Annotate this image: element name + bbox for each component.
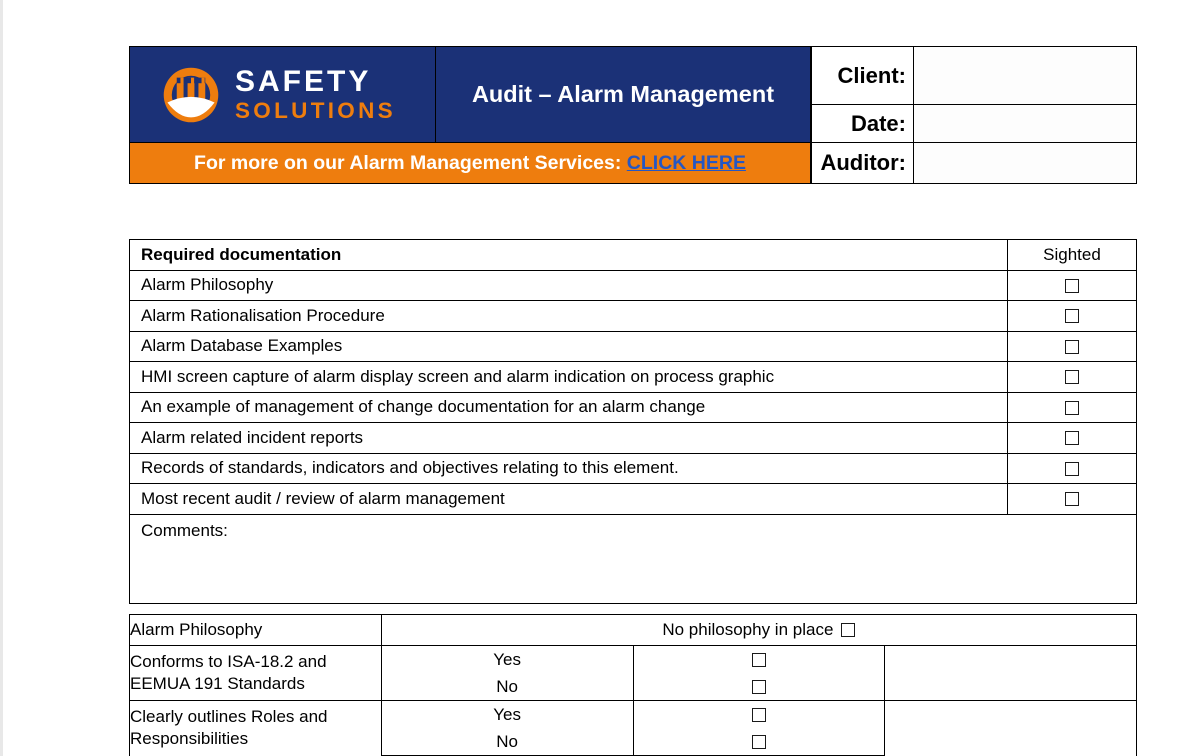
date-label: Date:: [811, 104, 914, 144]
no-checkbox[interactable]: [752, 680, 766, 694]
table-row: [130, 646, 1137, 674]
sighted-cell[interactable]: [1008, 331, 1137, 362]
auditor-field[interactable]: [914, 142, 1137, 185]
sighted-cell[interactable]: [1008, 423, 1137, 454]
doc-name: An example of management of change documentation for an alarm change: [130, 392, 1008, 423]
logo-cell: [130, 47, 436, 142]
yes-label: Yes: [381, 701, 633, 729]
date-row: [811, 104, 1137, 144]
page-left-edge: [0, 0, 3, 756]
sighted-checkbox[interactable]: [1065, 279, 1079, 293]
yes-checkbox[interactable]: [752, 708, 766, 722]
doc-name: HMI screen capture of alarm display screen and alarm indication on process graphic: [130, 362, 1008, 393]
required-documentation-table: [129, 239, 1137, 604]
sighted-checkbox[interactable]: [1065, 309, 1079, 323]
services-banner[interactable]: [129, 142, 811, 184]
sighted-checkbox[interactable]: [1065, 370, 1079, 384]
client-field[interactable]: [914, 46, 1137, 105]
alarm-philosophy-table: [129, 614, 1137, 756]
client-label: Client:: [811, 46, 914, 105]
sighted-checkbox[interactable]: [1065, 431, 1079, 445]
date-field[interactable]: [914, 104, 1137, 144]
no-checkbox[interactable]: [752, 735, 766, 749]
sighted-cell[interactable]: [1008, 392, 1137, 423]
table-row: [130, 423, 1137, 454]
banner-label: For more on our Alarm Management Services:: [194, 151, 622, 174]
safety-solutions-shield-logo: [160, 64, 222, 126]
no-cell[interactable]: [633, 673, 885, 701]
doc-name: Alarm Database Examples: [130, 331, 1008, 362]
table-row: [130, 270, 1137, 301]
doc-name: Alarm Philosophy: [130, 270, 1008, 301]
brand-logo: [130, 64, 396, 126]
no-label: No: [381, 673, 633, 701]
no-label: No: [381, 728, 633, 756]
brand-wordmark: [235, 64, 396, 123]
page-title: Audit – Alarm Management: [471, 81, 775, 107]
yes-cell[interactable]: [633, 646, 885, 674]
philosophy-header-row: [130, 615, 1137, 646]
table-row: [130, 453, 1137, 484]
table-row: [130, 331, 1137, 362]
header-navy-block: [129, 46, 811, 143]
column-header-sighted: Sighted: [1008, 240, 1137, 271]
philosophy-section-title: Alarm Philosophy: [130, 615, 382, 646]
question-text: Conforms to ISA-18.2 and EEMUA 191 Standards: [130, 646, 382, 701]
sighted-checkbox[interactable]: [1065, 340, 1079, 354]
no-philosophy-checkbox[interactable]: [841, 623, 855, 637]
sighted-checkbox[interactable]: [1065, 401, 1079, 415]
brand-word-solutions: SOLUTIONS: [235, 97, 396, 123]
sighted-cell[interactable]: [1008, 362, 1137, 393]
sighted-cell[interactable]: [1008, 484, 1137, 515]
yes-checkbox[interactable]: [752, 653, 766, 667]
question-text: Clearly outlines Roles and Responsibilities: [130, 701, 382, 756]
comments-row: [130, 514, 1137, 603]
no-cell[interactable]: [633, 728, 885, 756]
table-row: [130, 392, 1137, 423]
doc-name: Alarm related incident reports: [130, 423, 1008, 454]
sighted-checkbox[interactable]: [1065, 462, 1079, 476]
auditor-label: Auditor:: [811, 142, 914, 185]
sighted-checkbox[interactable]: [1065, 492, 1079, 506]
doc-name: Most recent audit / review of alarm management: [130, 484, 1008, 515]
doc-name: Records of standards, indicators and objectives relating to this element.: [130, 453, 1008, 484]
comments-field[interactable]: Comments:: [130, 514, 1137, 603]
table-row: [130, 362, 1137, 393]
table-row: [130, 484, 1137, 515]
table-header-row: [130, 240, 1137, 271]
sighted-cell[interactable]: [1008, 270, 1137, 301]
brand-word-safety: SAFETY: [235, 64, 372, 98]
header-fields: [811, 46, 1137, 184]
yes-label: Yes: [381, 646, 633, 674]
sighted-cell[interactable]: [1008, 453, 1137, 484]
client-row: [811, 46, 1137, 105]
table-row: [130, 701, 1137, 729]
banner-text: [194, 152, 746, 175]
click-here-link[interactable]: CLICK HERE: [626, 151, 746, 174]
auditor-row: [811, 142, 1137, 185]
column-header-documentation: Required documentation: [130, 240, 1008, 271]
document-header: [129, 46, 1137, 184]
comment-cell[interactable]: [885, 701, 1137, 756]
comment-cell[interactable]: [885, 646, 1137, 701]
doc-name: Alarm Rationalisation Procedure: [130, 301, 1008, 332]
header-title-cell: [436, 47, 810, 142]
table-row: [130, 301, 1137, 332]
no-philosophy-label: No philosophy in place: [662, 620, 834, 639]
sighted-cell[interactable]: [1008, 301, 1137, 332]
yes-cell[interactable]: [633, 701, 885, 729]
no-philosophy-note: [381, 615, 1136, 646]
